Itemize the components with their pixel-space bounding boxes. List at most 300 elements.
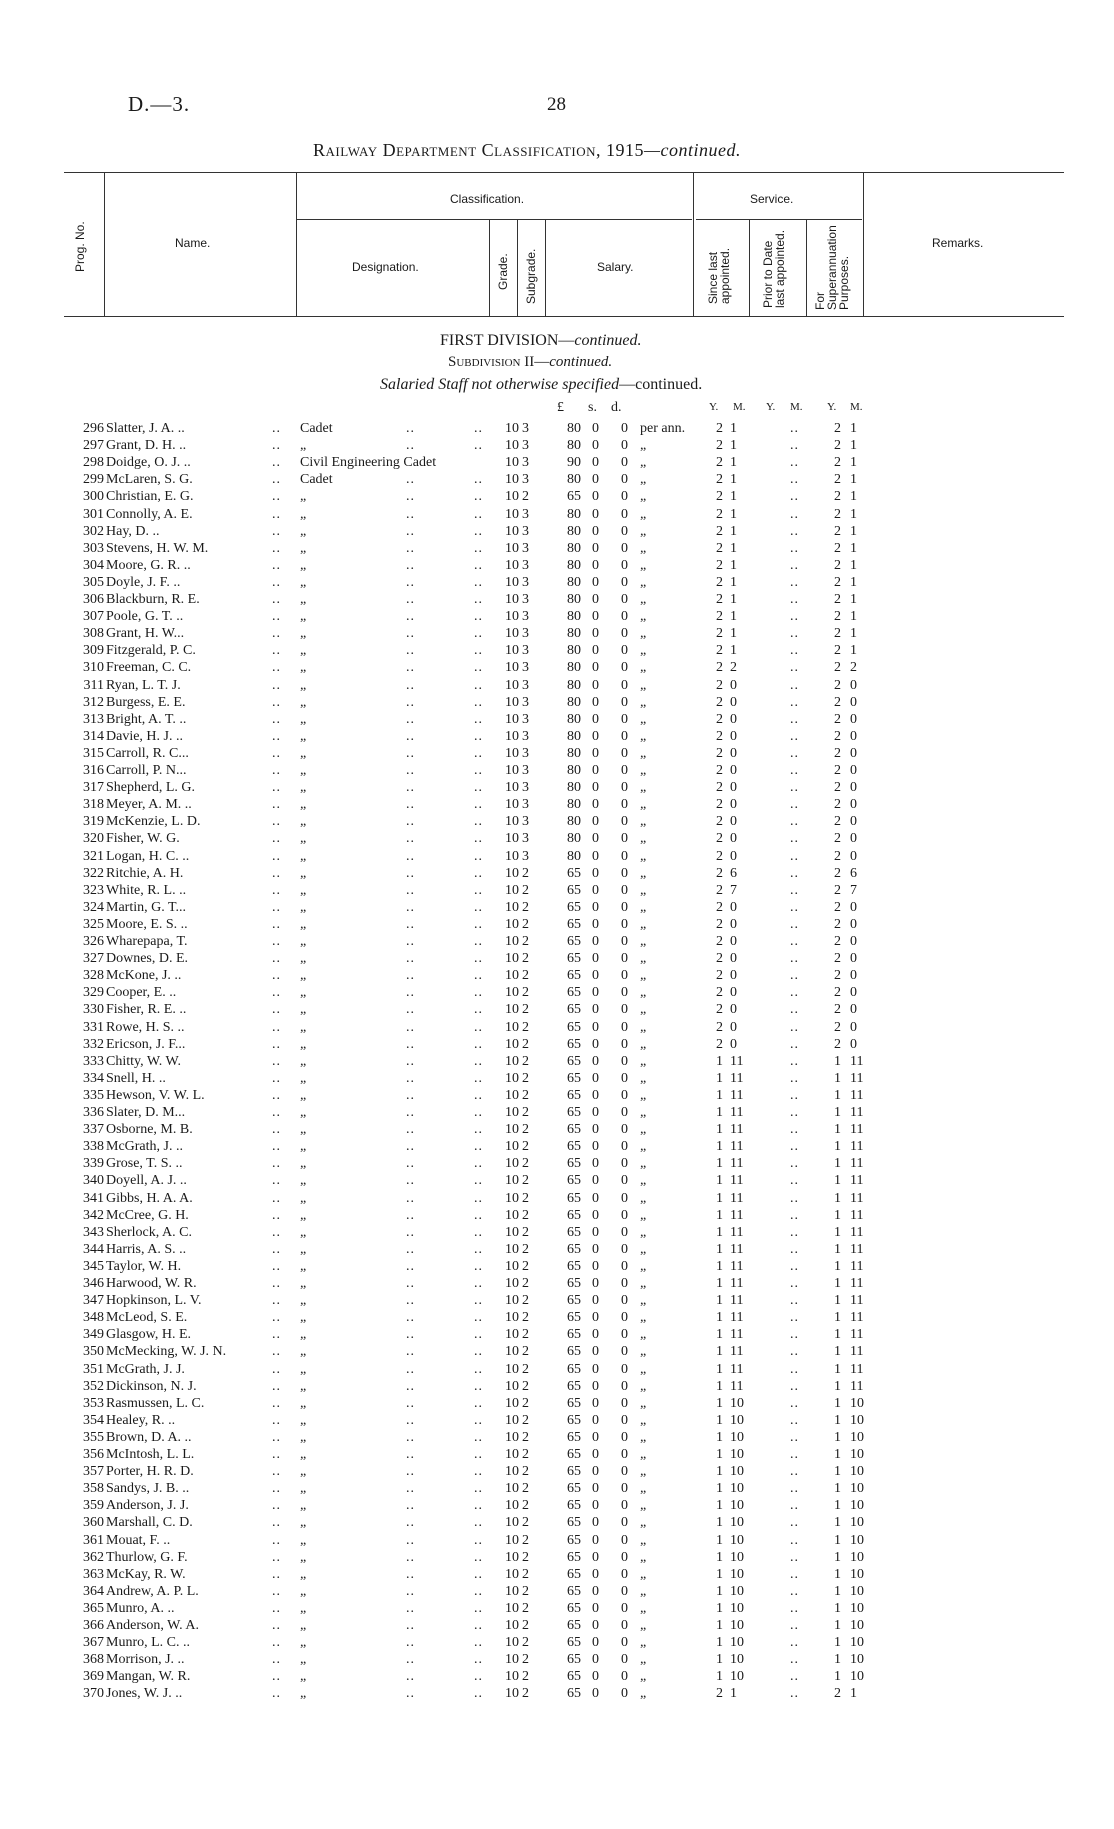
leader-dots: ..: [790, 1070, 799, 1086]
superannuation-years: 2: [834, 934, 841, 949]
leader-dots: ..: [474, 540, 483, 556]
designation: „: [300, 1224, 307, 1240]
table-row: [0, 1583, 1114, 1600]
leader-dots: ..: [790, 472, 799, 488]
designation: „: [300, 1241, 307, 1257]
table-row: [0, 1087, 1114, 1104]
salary-pence: 0: [621, 1002, 628, 1018]
designation: „: [300, 1105, 307, 1120]
salary-period: „: [640, 1378, 647, 1394]
salary-period: „: [640, 728, 647, 744]
grade: 10: [505, 574, 519, 590]
salary-period: „: [640, 745, 647, 761]
salary-pounds: 80: [567, 523, 581, 539]
leader-dots: ..: [406, 1652, 415, 1668]
prog-number: 369: [83, 1669, 104, 1685]
table-row: [0, 813, 1114, 830]
leader-dots: ..: [272, 1224, 281, 1240]
leader-dots: ..: [406, 1019, 415, 1035]
superannuation-months: 2: [850, 660, 857, 676]
salary-period: „: [640, 1515, 647, 1531]
salary-pounds: 80: [567, 831, 581, 847]
staff-name: Freeman, C. C.: [106, 660, 192, 676]
salary-pounds: 80: [567, 609, 581, 625]
table-row: [0, 745, 1114, 762]
salary-pence: 0: [621, 1053, 628, 1069]
subgrade: 3: [522, 814, 529, 830]
leader-dots: ..: [474, 1515, 483, 1531]
superannuation-years: 1: [834, 1105, 841, 1120]
leader-dots: ..: [474, 1635, 483, 1651]
leader-dots: ..: [474, 1600, 483, 1616]
staff-name: Christian, E. G.: [106, 489, 194, 505]
leader-dots: ..: [790, 1532, 799, 1548]
salary-period: „: [640, 1600, 647, 1616]
prog-number: 342: [83, 1207, 104, 1223]
staff-name: Mouat, F. ..: [106, 1532, 171, 1548]
superannuation-years: 1: [834, 1224, 841, 1240]
leader-dots: ..: [474, 916, 483, 932]
salary-pence: 0: [621, 1498, 628, 1514]
subgrade: 3: [522, 848, 529, 864]
salary-shillings: 0: [592, 1053, 599, 1069]
grade: 10: [505, 1344, 519, 1360]
leader-dots: ..: [474, 882, 483, 898]
superannuation-years: 2: [834, 660, 841, 676]
table-row: [0, 899, 1114, 916]
prog-number: 313: [83, 711, 104, 727]
service-months: 11: [730, 1190, 744, 1206]
salary-pounds: 80: [567, 763, 581, 778]
table-row: [0, 523, 1114, 540]
table-row: [0, 1514, 1114, 1531]
superannuation-months: 0: [850, 694, 857, 710]
grade: 10: [505, 985, 519, 1001]
service-months: 0: [730, 1036, 737, 1052]
subgrade: 3: [522, 780, 529, 796]
salary-pence: 0: [621, 489, 628, 505]
service-months: 0: [730, 677, 737, 693]
salary-pounds: 65: [567, 1515, 581, 1531]
salary-period: „: [640, 1498, 647, 1514]
grade: 10: [505, 1310, 519, 1326]
service-years: 1: [716, 1447, 723, 1462]
salary-period: „: [640, 780, 647, 796]
superannuation-months: 11: [850, 1241, 864, 1257]
salary-period: „: [640, 1087, 647, 1103]
designation: „: [300, 865, 307, 881]
superannuation-years: 1: [834, 1600, 841, 1616]
service-months: 1: [730, 523, 737, 539]
designation: „: [300, 574, 307, 590]
designation: „: [300, 1549, 307, 1565]
prog-number: 312: [83, 694, 104, 710]
leader-dots: ..: [474, 985, 483, 1001]
salary-shillings: 0: [592, 1344, 599, 1360]
staff-name: Fisher, W. G.: [106, 831, 180, 847]
subgrade: 3: [522, 711, 529, 727]
salary-pence: 0: [621, 899, 628, 915]
leader-dots: ..: [790, 592, 799, 607]
grade: 10: [505, 1515, 519, 1531]
subgrade: 3: [522, 455, 529, 471]
grade: 10: [505, 865, 519, 881]
designation: „: [300, 1019, 307, 1035]
subgrade: 2: [522, 951, 529, 967]
leader-dots: ..: [406, 1549, 415, 1565]
salary-pence: 0: [621, 1190, 628, 1206]
salary-shillings: 0: [592, 643, 599, 659]
prog-number: 303: [83, 540, 104, 556]
salary-pence: 0: [621, 882, 628, 898]
staff-name: Morrison, J. ..: [106, 1652, 185, 1668]
grade: 10: [505, 1429, 519, 1445]
salary-pounds: 80: [567, 694, 581, 710]
leader-dots: ..: [272, 1652, 281, 1668]
table-row: [0, 1190, 1114, 1207]
grade: 10: [505, 1002, 519, 1018]
service-months: 0: [730, 831, 737, 847]
salary-pence: 0: [621, 1036, 628, 1052]
grade: 10: [505, 1532, 519, 1548]
service-years: 2: [716, 899, 723, 915]
salary-pounds: 80: [567, 626, 581, 642]
service-years: 1: [716, 1105, 723, 1120]
leader-dots: ..: [272, 1276, 281, 1291]
superannuation-months: 11: [850, 1087, 864, 1103]
salary-pounds: 65: [567, 1019, 581, 1035]
leader-dots: ..: [272, 1087, 281, 1103]
table-row: [0, 967, 1114, 984]
staff-name: Snell, H. ..: [106, 1070, 166, 1086]
service-months: 0: [730, 848, 737, 864]
subgrade: 3: [522, 540, 529, 556]
salary-pounds: 80: [567, 848, 581, 864]
table-row: [0, 557, 1114, 574]
salary-shillings: 0: [592, 1618, 599, 1633]
grade: 10: [505, 1087, 519, 1103]
superannuation-years: 1: [834, 1618, 841, 1633]
designation: „: [300, 1327, 307, 1343]
salary-period: „: [640, 951, 647, 967]
designation: „: [300, 489, 307, 505]
leader-dots: ..: [406, 1070, 415, 1086]
superannuation-years: 2: [834, 506, 841, 522]
staff-name: Anderson, J. J.: [106, 1498, 189, 1514]
service-months: 11: [730, 1070, 744, 1086]
salary-pence: 0: [621, 1378, 628, 1394]
table-row: [0, 625, 1114, 642]
salary-pounds: 65: [567, 1395, 581, 1411]
leader-dots: ..: [406, 780, 415, 796]
superannuation-years: 1: [834, 1583, 841, 1599]
superannuation-months: 1: [850, 506, 857, 522]
salary-shillings: 0: [592, 1207, 599, 1223]
staff-name: Grant, H. W...: [106, 626, 185, 642]
salary-pounds: 80: [567, 557, 581, 573]
leader-dots: ..: [474, 1207, 483, 1223]
salary-pounds: 65: [567, 1276, 581, 1291]
leader-dots: ..: [474, 506, 483, 522]
subgrade: 2: [522, 1344, 529, 1360]
salary-shillings: 0: [592, 1327, 599, 1343]
leader-dots: ..: [790, 1173, 799, 1189]
leader-dots: ..: [272, 1412, 281, 1428]
superannuation-months: 0: [850, 728, 857, 744]
superannuation-months: 1: [850, 540, 857, 556]
salary-pence: 0: [621, 506, 628, 522]
leader-dots: ..: [474, 1002, 483, 1018]
service-months: 10: [730, 1600, 744, 1616]
superannuation-months: 0: [850, 968, 857, 984]
staff-name: Taylor, W. H.: [106, 1258, 182, 1274]
prog-number: 310: [83, 660, 104, 676]
salary-pounds: 65: [567, 1378, 581, 1394]
designation: Cadet: [300, 421, 333, 436]
salary-period: „: [640, 763, 647, 778]
leader-dots: ..: [474, 1070, 483, 1086]
leader-dots: ..: [790, 523, 799, 539]
salary-shillings: 0: [592, 472, 599, 488]
salary-period: „: [640, 934, 647, 949]
leader-dots: ..: [790, 848, 799, 864]
prog-number: 311: [83, 677, 104, 693]
leader-dots: ..: [406, 677, 415, 693]
salary-period: „: [640, 1618, 647, 1633]
staff-name: Anderson, W. A.: [106, 1618, 199, 1633]
salary-pounds: 65: [567, 1293, 581, 1309]
staff-name: Doyle, J. F. ..: [106, 574, 181, 590]
salary-shillings: 0: [592, 1600, 599, 1616]
salary-shillings: 0: [592, 1310, 599, 1326]
staff-name: Osborne, M. B.: [106, 1122, 193, 1138]
superannuation-months: 11: [850, 1310, 864, 1326]
superannuation-years: 2: [834, 1019, 841, 1035]
superannuation-months: 11: [850, 1139, 864, 1155]
subgrade: 3: [522, 506, 529, 522]
superannuation-months: 11: [850, 1190, 864, 1206]
service-months: 1: [730, 557, 737, 573]
service-years: 1: [716, 1276, 723, 1291]
leader-dots: ..: [406, 1464, 415, 1480]
service-months: 0: [730, 797, 737, 813]
superannuation-years: 1: [834, 1652, 841, 1668]
subgrade: 2: [522, 1087, 529, 1103]
leader-dots: ..: [406, 540, 415, 556]
grade: 10: [505, 711, 519, 727]
salary-shillings: 0: [592, 1156, 599, 1172]
subgrade: 2: [522, 1635, 529, 1651]
leader-dots: ..: [406, 660, 415, 676]
leader-dots: ..: [790, 1669, 799, 1685]
superannuation-years: 2: [834, 438, 841, 454]
designation: „: [300, 916, 307, 932]
service-years: 1: [716, 1532, 723, 1548]
staff-name: White, R. L. ..: [106, 882, 187, 898]
service-rule: [696, 219, 862, 220]
salary-period: „: [640, 848, 647, 864]
service-years: 1: [716, 1464, 723, 1480]
staff-name: Doidge, O. J. ..: [106, 455, 191, 471]
table-row: [0, 1121, 1114, 1138]
leader-dots: ..: [406, 438, 415, 454]
superannuation-months: 7: [850, 882, 857, 898]
salary-shillings: 0: [592, 916, 599, 932]
table-row: [0, 1480, 1114, 1497]
table-row: [0, 1224, 1114, 1241]
service-years: 1: [716, 1412, 723, 1428]
salary-pence: 0: [621, 1600, 628, 1616]
grade: 10: [505, 694, 519, 710]
superannuation-months: 0: [850, 934, 857, 949]
salary-period: „: [640, 1310, 647, 1326]
designation: „: [300, 1412, 307, 1428]
superannuation-months: 1: [850, 592, 857, 607]
staff-name: Moore, E. S. ..: [106, 916, 188, 932]
leader-dots: ..: [474, 797, 483, 813]
staff-name: McLeod, S. E.: [106, 1310, 188, 1326]
salary-period: „: [640, 814, 647, 830]
superannuation-months: 10: [850, 1566, 864, 1582]
prog-number: 352: [83, 1378, 104, 1394]
superannuation-years: 2: [834, 916, 841, 932]
subgrade: 3: [522, 626, 529, 642]
grade: 10: [505, 934, 519, 949]
salary-pounds: 80: [567, 643, 581, 659]
designation: „: [300, 1002, 307, 1018]
service-years: 2: [716, 677, 723, 693]
subgrade: 3: [522, 592, 529, 607]
prog-number: 340: [83, 1173, 104, 1189]
grade: 10: [505, 1447, 519, 1462]
prog-number: 306: [83, 592, 104, 607]
leader-dots: ..: [790, 1344, 799, 1360]
subgrade: 2: [522, 934, 529, 949]
leader-dots: ..: [272, 1139, 281, 1155]
salary-shillings: 0: [592, 1583, 599, 1599]
salary-pence: 0: [621, 1652, 628, 1668]
salary-period: „: [640, 916, 647, 932]
leader-dots: ..: [474, 677, 483, 693]
staff-name: Hay, D. ..: [106, 523, 160, 539]
service-months: 10: [730, 1549, 744, 1565]
grade: 10: [505, 1498, 519, 1514]
staff-name: Porter, H. R. D.: [106, 1464, 194, 1480]
salary-period: „: [640, 1190, 647, 1206]
subgrade: 3: [522, 557, 529, 573]
leader-dots: ..: [272, 763, 281, 778]
prog-number: 350: [83, 1344, 104, 1360]
salary-pence: 0: [621, 797, 628, 813]
service-years: 1: [716, 1481, 723, 1497]
leader-dots: ..: [790, 882, 799, 898]
subgrade: 2: [522, 1464, 529, 1480]
superannuation-years: 2: [834, 745, 841, 761]
service-years: 2: [716, 421, 723, 436]
service-months: 11: [730, 1207, 744, 1223]
leader-dots: ..: [272, 968, 281, 984]
salary-pence: 0: [621, 728, 628, 744]
staff-name: Dickinson, N. J.: [106, 1378, 197, 1394]
grade: 10: [505, 626, 519, 642]
service-years: 1: [716, 1378, 723, 1394]
leader-dots: ..: [272, 865, 281, 881]
salary-period: „: [640, 1002, 647, 1018]
salary-shillings: 0: [592, 574, 599, 590]
superannuation-months: 11: [850, 1053, 864, 1069]
grade: 10: [505, 916, 519, 932]
salary-pence: 0: [621, 934, 628, 949]
service-months: 11: [730, 1344, 744, 1360]
salary-shillings: 0: [592, 745, 599, 761]
leader-dots: ..: [272, 540, 281, 556]
leader-dots: ..: [272, 882, 281, 898]
staff-name: Sherlock, A. C.: [106, 1224, 192, 1240]
salary-shillings: 0: [592, 882, 599, 898]
grade: 10: [505, 489, 519, 505]
leader-dots: ..: [406, 1429, 415, 1445]
leader-dots: ..: [406, 506, 415, 522]
salary-pence: 0: [621, 1105, 628, 1120]
designation: „: [300, 438, 307, 454]
table-row: [0, 1395, 1114, 1412]
service-years: 2: [716, 985, 723, 1001]
superannuation-years: 1: [834, 1532, 841, 1548]
salary-period: „: [640, 557, 647, 573]
superannuation-months: 10: [850, 1618, 864, 1633]
subgrade: 3: [522, 677, 529, 693]
salary-pounds: 65: [567, 1464, 581, 1480]
leader-dots: ..: [272, 660, 281, 676]
leader-dots: ..: [406, 489, 415, 505]
table-row: [0, 1070, 1114, 1087]
table-row: [0, 488, 1114, 505]
staff-name: Andrew, A. P. L.: [106, 1583, 199, 1599]
leader-dots: ..: [272, 1258, 281, 1274]
prog-number: 304: [83, 557, 104, 573]
leader-dots: ..: [406, 831, 415, 847]
salary-pence: 0: [621, 1464, 628, 1480]
subgrade: 2: [522, 1652, 529, 1668]
leader-dots: ..: [790, 1293, 799, 1309]
grade: 10: [505, 848, 519, 864]
grade: 10: [505, 831, 519, 847]
leader-dots: ..: [272, 916, 281, 932]
salary-shillings: 0: [592, 540, 599, 556]
table-row: [0, 1361, 1114, 1378]
service-months: 10: [730, 1412, 744, 1428]
staff-name: Stevens, H. W. M.: [106, 540, 209, 556]
table-row: [0, 1378, 1114, 1395]
table-row: [0, 1685, 1114, 1702]
leader-dots: ..: [272, 831, 281, 847]
salary-pence: 0: [621, 1207, 628, 1223]
leader-dots: ..: [272, 951, 281, 967]
staff-name: Wharepapa, T.: [106, 934, 188, 949]
prog-number: 359: [83, 1498, 104, 1514]
superannuation-years: 1: [834, 1241, 841, 1257]
salary-shillings: 0: [592, 968, 599, 984]
table-row: [0, 1292, 1114, 1309]
salary-period: „: [640, 831, 647, 847]
staff-name: Grose, T. S. ..: [106, 1156, 183, 1172]
service-months: 1: [730, 609, 737, 625]
subgrade: 2: [522, 1207, 529, 1223]
service-years: 1: [716, 1224, 723, 1240]
superannuation-years: 1: [834, 1087, 841, 1103]
unit-pence: d.: [611, 400, 622, 415]
superannuation-months: 1: [850, 626, 857, 642]
